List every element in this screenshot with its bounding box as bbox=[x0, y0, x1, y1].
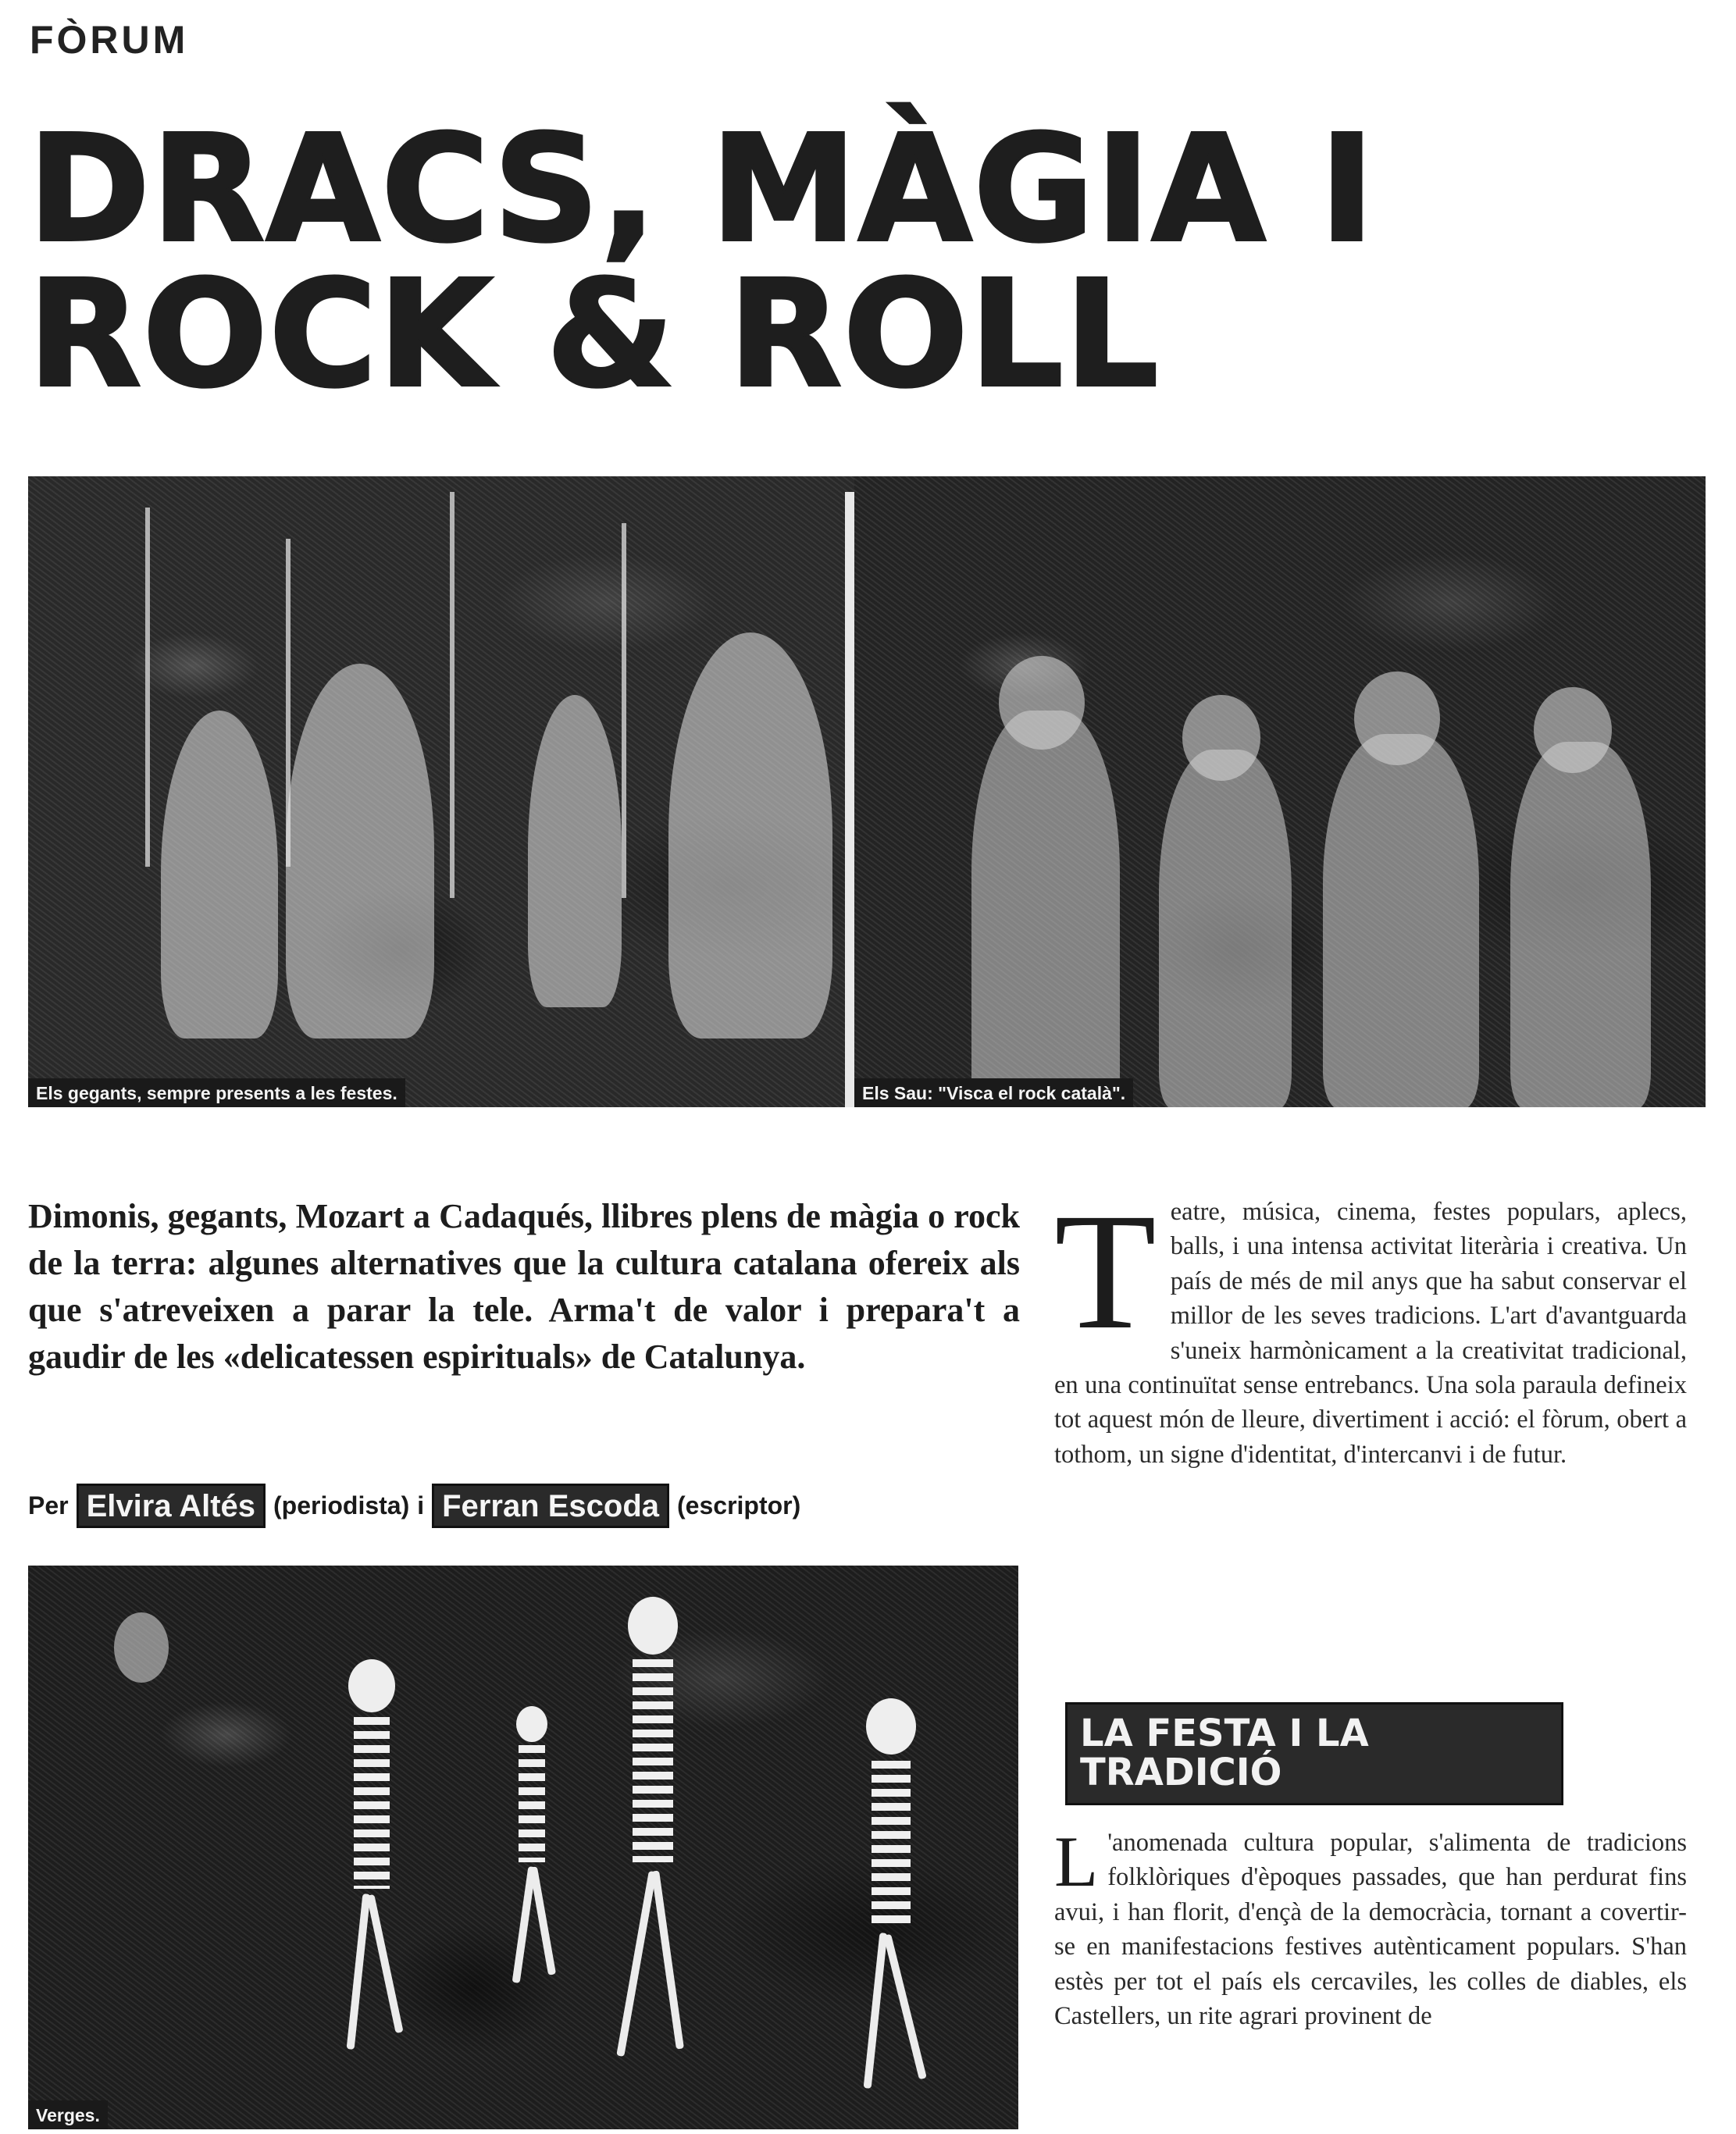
author-name: Elvira Altés bbox=[77, 1484, 266, 1528]
band-member-head bbox=[1354, 672, 1440, 765]
skeleton-dancer bbox=[497, 1706, 567, 2003]
author-name: Ferran Escoda bbox=[432, 1484, 669, 1528]
body-column bbox=[1054, 1822, 1687, 2033]
body-text: 'anomenada cultura popular, s'alimenta de tradicions folklòriques d'èpoques passades, que han perdurat fins avui, i han florit, d'ençà de la democràcia, tornant a covertir-se en manifestacions festives autènticament populars. S'han estès per tot el país els cercaviles, les colles de diables, els Castellers, un rite agrari provinent de bbox=[1054, 1829, 1687, 2031]
giant-figure bbox=[528, 695, 622, 1007]
section-heading-line-1: LA FESTA I LA bbox=[1080, 1712, 1369, 1755]
byline bbox=[28, 1484, 1043, 1528]
street-lamp bbox=[145, 508, 150, 867]
headline-line-1: DRACS, MÀGIA I bbox=[28, 104, 1376, 275]
section-heading bbox=[1065, 1702, 1563, 1805]
band-member bbox=[1510, 742, 1651, 1107]
giant-figure bbox=[161, 711, 278, 1038]
photo-giants bbox=[28, 476, 854, 1107]
section-label: FÒRUM bbox=[30, 18, 189, 62]
skull-mask bbox=[114, 1612, 169, 1683]
photo-caption: Els Sau: "Visca el rock català". bbox=[854, 1078, 1133, 1107]
band-member bbox=[1159, 750, 1292, 1107]
drop-cap: T bbox=[1054, 1179, 1157, 1364]
headline-line-2: ROCK & ROLL bbox=[28, 249, 1160, 420]
band-member-head bbox=[1182, 695, 1260, 781]
section-heading-line-2: TRADICIÓ bbox=[1080, 1751, 1282, 1794]
intro-text: eatre, música, cinema, festes populars, aplecs, balls, i una intensa activitat literària i creativa. Un país de més de mil anys que ha sabut conservar el millor de les seves tradicions. L'art d'avantguarda s'uneix harmònicament a la creativitat tradicional, en una continuïtat sense entrebancs. Una sola paraula defineix tot aquest món de lleure, divertiment i acció: el fòrum, obert a tothom, un signe d'identitat, d'intercanvi i de futur. bbox=[1054, 1198, 1687, 1469]
skeleton-dancer bbox=[325, 1659, 419, 2065]
author-role: (periodista) bbox=[273, 1491, 410, 1519]
giant-figure bbox=[286, 664, 434, 1038]
photo-caption: Verges. bbox=[28, 2100, 108, 2129]
street-lamp bbox=[450, 492, 454, 898]
byline-prefix: Per bbox=[28, 1491, 69, 1519]
photo-skeleton-dance bbox=[28, 1566, 1018, 2129]
band-member bbox=[971, 711, 1120, 1107]
lead-paragraph: Dimonis, gegants, Mozart a Cadaqués, llibres plens de màgia o rock de la terra: algunes alternatives que la cultura catalana ofereix als que s'atreveixen a parar la tele. Arma't de valor i prepara't a gaudir de les «delicatessen espirituals» de Catalunya. bbox=[28, 1197, 1020, 1376]
byline-joiner: i bbox=[417, 1491, 425, 1519]
author-role: (escriptor) bbox=[677, 1491, 801, 1519]
intro-column bbox=[1054, 1179, 1687, 1472]
giant-figure bbox=[668, 632, 832, 1038]
photo-divider bbox=[845, 492, 854, 1107]
skeleton-dancer bbox=[598, 1597, 708, 2081]
band-member bbox=[1323, 734, 1479, 1107]
photo-caption: Els gegants, sempre presents a les festes. bbox=[28, 1078, 405, 1107]
band-member-head bbox=[1534, 687, 1612, 773]
drop-cap: L bbox=[1054, 1822, 1099, 1901]
photo-band bbox=[854, 476, 1706, 1107]
band-member-head bbox=[999, 656, 1085, 750]
headline bbox=[28, 104, 1668, 420]
street-lamp bbox=[622, 523, 626, 898]
skeleton-dancer bbox=[840, 1698, 942, 2104]
